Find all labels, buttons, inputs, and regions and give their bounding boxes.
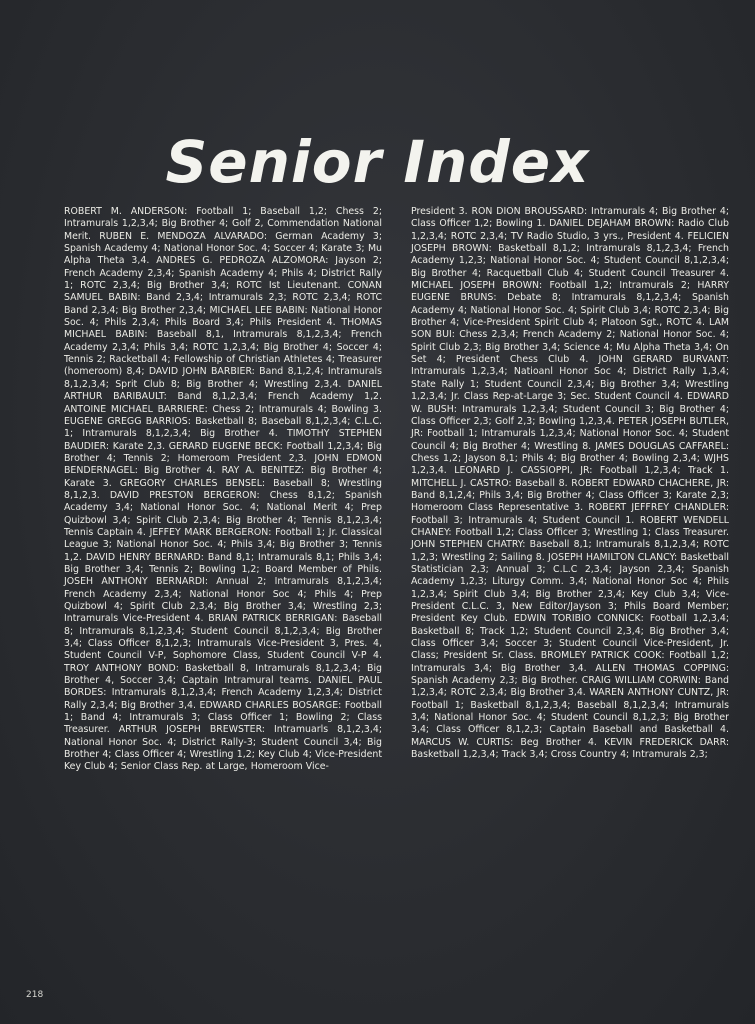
index-column-right: President 3. RON DION BROUSSARD: Intramurals 4; Big Brother 4; Class Officer 1,2; Bowling 1. DANIEL DEJAHAM BROWN: Radio Club 1,2,3,4; ROTC 2,3,4; TV Radio Studio, 3 yrs., President 4. FELICIEN JOSEPH BROWN: Basketball 8,1,2; Intramurals 8,1,2,3,4; French Academy 1,2,3; National Honor Soc. 4; Student Council 8,1,2,3,4; Big Brother 4; Racquetball Club 4; Student Council Treasurer 4. MICHAEL JOSEPH BROWN: Football 1,2; Intramurals 2; HARRY EUGENE BRUNS: Debate 8; Intramurals 8,1,2,3,4; Spanish Academy 4; National Honor Soc. 4; Spirit Club 3,4; ROTC 2,3,4; Big Brother 4; Vice-President Spirit Club 4; Platoon Sgt., ROTC 4. LAM SON BUI: Chess 2,3,4; French Academy 2; National Honor Soc. 4; Spirit Club 2,3; Big Brother 3,4; Science 4; Mu Alpha Theta 3,4; On Set 4; President Chess Club 4. JOHN GERARD BURVANT: Intramurals 1,2,3,4; Natioanl Honor Soc 4; District Rally 1,3,4; State Rally 1; Student Council 2,3,4; Big Brother 3,4; Wrestling 1,2,3,4; Jr. Class Rep-at-Large 3; Sec. Student Council 4. EDWARD W. BUSH: Intramurals 1,2,3,4; Student Council 3; Big Brother 4; Class Officer 2,3; Golf 2,3; Bowling 1,2,3,4. PETER JOSEPH BUTLER, JR: Football 1; Intramurals 1,2,3,4; National Honor Soc. 4; Student Council 4; Big Brother 4; Wrestling 8. JAMES DOUGLAS CAFFAREL: Chess 1,2; Jayson 8,1; Phils 4; Big Brother 4; Bowling 2,3,4; WJHS 1,2,3,4. LEONARD J. CASSIOPPI, JR: Football 1,2,3,4; Track 1. MITCHELL J. CASTRO: Baseball 8. ROBERT EDWARD CHACHERE, JR: Band 8,1,2,4; Phils 3,4; Big Brother 4; Class Officer 3; Karate 2,3; Homeroom Class Representative 3. ROBERT JEFFREY CHANDLER: Football 3; Intramurals 4; Student Council 1. ROBERT WENDELL CHANEY: Football 1,2; Class Officer 3; Wrestling 1; Class Treasurer. JOHN STEPHEN CHATRY: Baseball 8,1; Intramurals 8,1,2,3,4; ROTC 1,2,3; Wrestling 2; Sailing 8. JOSEPH HAMILTON CLANCY: Basketball Statistician 2,3; Annual 3; C.L.C 2,3,4; Jayson 2,3,4; Spanish Academy 1,2,3; Liturgy Comm. 3,4; National Honor Soc 4; Phils 1,2,3,4; Spirit Club 3,4; Big Brother 2,3,4; Key Club 3,4; Vice-President C.L.C. 3, New Editor/Jayson 3; Phils Board Member; President Key Club. EDWIN TORIBIO CONNICK: Football 1,2,3,4; Basketball 8; Track 1,2; Student Council 2,3,4; Big Brother 3,4; Class Officer 3,4; Soccer 3; Student Council Vice-President, Jr. Class; President Sr. Class. BROMLEY PATRICK COOK: Football 1,2; Intramurals 3,4; Big Brother 3,4. ALLEN THOMAS COPPING: Spanish Academy 2,3; Big Brother. CRAIG WILLIAM CORWIN: Band 1,2,3,4; ROTC 2,3,4; Big Brother 3,4. WAREN ANTHONY CUNTZ, JR: Football 1; Basketball 8,1,2,3,4; Baseball 8,1,2,3,4; Intramurals 3,4; National Honor Soc. 4; Student Council 8,1,2,3; Big Brother 3,4; Class Officer 8,1,2,3; Captain Baseball and Basketball 4. MARCUS W. CURTIS: Beg Brother 4. KEVIN FREDERICK DARR: Basketball 1,2,3,4; Track 3,4; Cross Country 4; Intramurals 2,3; bbox=[411, 206, 729, 761]
page-number: 218 bbox=[26, 990, 44, 1000]
index-column-left: ROBERT M. ANDERSON: Football 1; Baseball 1,2; Chess 2; Intramurals 1,2,3,4; Big Brother 4; Golf 2, Commendation National Merit. RUBEN E. MENDOZA ALVARADO: German Academy 3; Spanish Academy 4; National Honor Soc. 4; Soccer 4; Karate 3; Mu Alpha Theta 3,4. ANDRES G. PEDROZA ALZOMORA: Jayson 2; French Academy 2,3,4; Spanish Academy 4; Phils 4; District Rally 1; ROTC 2,3,4; Big Brother 3,4; ROTC Ist Lieutenant. CONAN SAMUEL BABIN: Band 2,3,4; Intramurals 2,3; ROTC 2,3,4; ROTC Band 2,3,4; Big Brother 2,3,4; MICHAEL LEE BABIN: National Honor Soc. 4; Phils 2,3,4; Phils Board 3,4; Phils President 4. THOMAS MICHAEL BABIN: Baseball 8,1, Intramurals 8,1,2,3,4; French Academy 2,3,4; Phils 3,4; ROTC 1,2,3,4; Big Brother 4; Soccer 4; Tennis 2; Racketball 4; Fellowship of Christian Athletes 4; Treasurer (homeroom) 8,4; DAVID JOHN BARBIER: Band 8,1,2,4; Intramurals 8,1,2,3,4; Sprit Club 8; Big Brother 4; Wrestling 2,3,4. DANIEL ARTHUR BARIBAULT: Band 8,1,2,3,4; French Academy 1,2. ANTOINE MICHAEL BARRIERE: Chess 2; Intramurals 4; Bowling 3. EUGENE GREGG BARRIOS: Basketball 8; Baseball 8,1,2,3,4; C.L.C. 1; Intramurals 8,1,2,3,4; Big Brother 4. TIMOTHY STEPHEN BAUDIER: Karate 2,3. GERARD EUGENE BECK: Football 1,2,3,4; Big Brother 4; Tennis 2; Homeroom President 2,3. JOHN EDMON BENDERNAGEL: Big Brother 4. RAY A. BENITEZ: Big Brother 4; Karate 3. GREGORY CHARLES BENSEL: Baseball 8; Wrestling 8,1,2,3. DAVID PRESTON BERGERON: Chess 8,1,2; Spanish Academy 3,4; National Honor Soc. 4; National Merit 4; Prep Quizbowl 3,4; Spirit Club 2,3,4; Big Brother 4; Tennis 8,1,2,3,4; Tennis Captain 4. JEFFEY MARK BERGERON: Football 1; Jr. Classical League 3; National Honor Soc. 4; Phils 3,4; Big Brother 3; Tennis 1,2. DAVID HENRY BERNARD: Band 8,1; Intramurals 8,1; Phils 3,4; Big Brother 3,4; Tennis 2; Bowling 1,2; Board Member of Phils. JOSEH ANTHONY BERNARDI: Annual 2; Intramurals 8,1,2,3,4; French Academy 2,3,4; National Honor Soc 4; Phils 4; Prep Quizbowl 4; Spirit Club 2,3,4; Big Brother 3,4; Wrestling 2,3; Intramurals Vice-President 4. BRIAN PATRICK BERRIGAN: Baseball 8; Intramurals 8,1,2,3,4; Student Council 8,1,2,3,4; Big Brother 3,4; Class Officer 8,1,2,3; Intramurals Vice-President 3, Pres. 4, Student Council V-P, Sophomore Class, Student Council V-P 4. TROY ANTHONY BOND: Basketball 8, Intramurals 8,1,2,3,4; Big Brother 4, Soccer 3,4; Captain Intramural teams. DANIEL PAUL BORDES: Intramurals 8,1,2,3,4; French Academy 1,2,3,4; District Rally 2,3,4; Big Brother 3,4. EDWARD CHARLES BOSARGE: Football 1; Band 4; Intramurals 3; Class Officer 1; Bowling 2; Class Treasurer. ARTHUR JOSEPH BREWSTER: Intramuarls 8,1,2,3,4; National Honor Soc. 4; District Rally-3; Student Council 3,4; Big Brother 4; Class Officer 4; Wrestling 1,2; Key Club 4; Vice-President Key Club 4; Senior Class Rep. at Large, Homeroom Vice- bbox=[64, 206, 382, 773]
page-title: Senior Index bbox=[165, 128, 590, 196]
